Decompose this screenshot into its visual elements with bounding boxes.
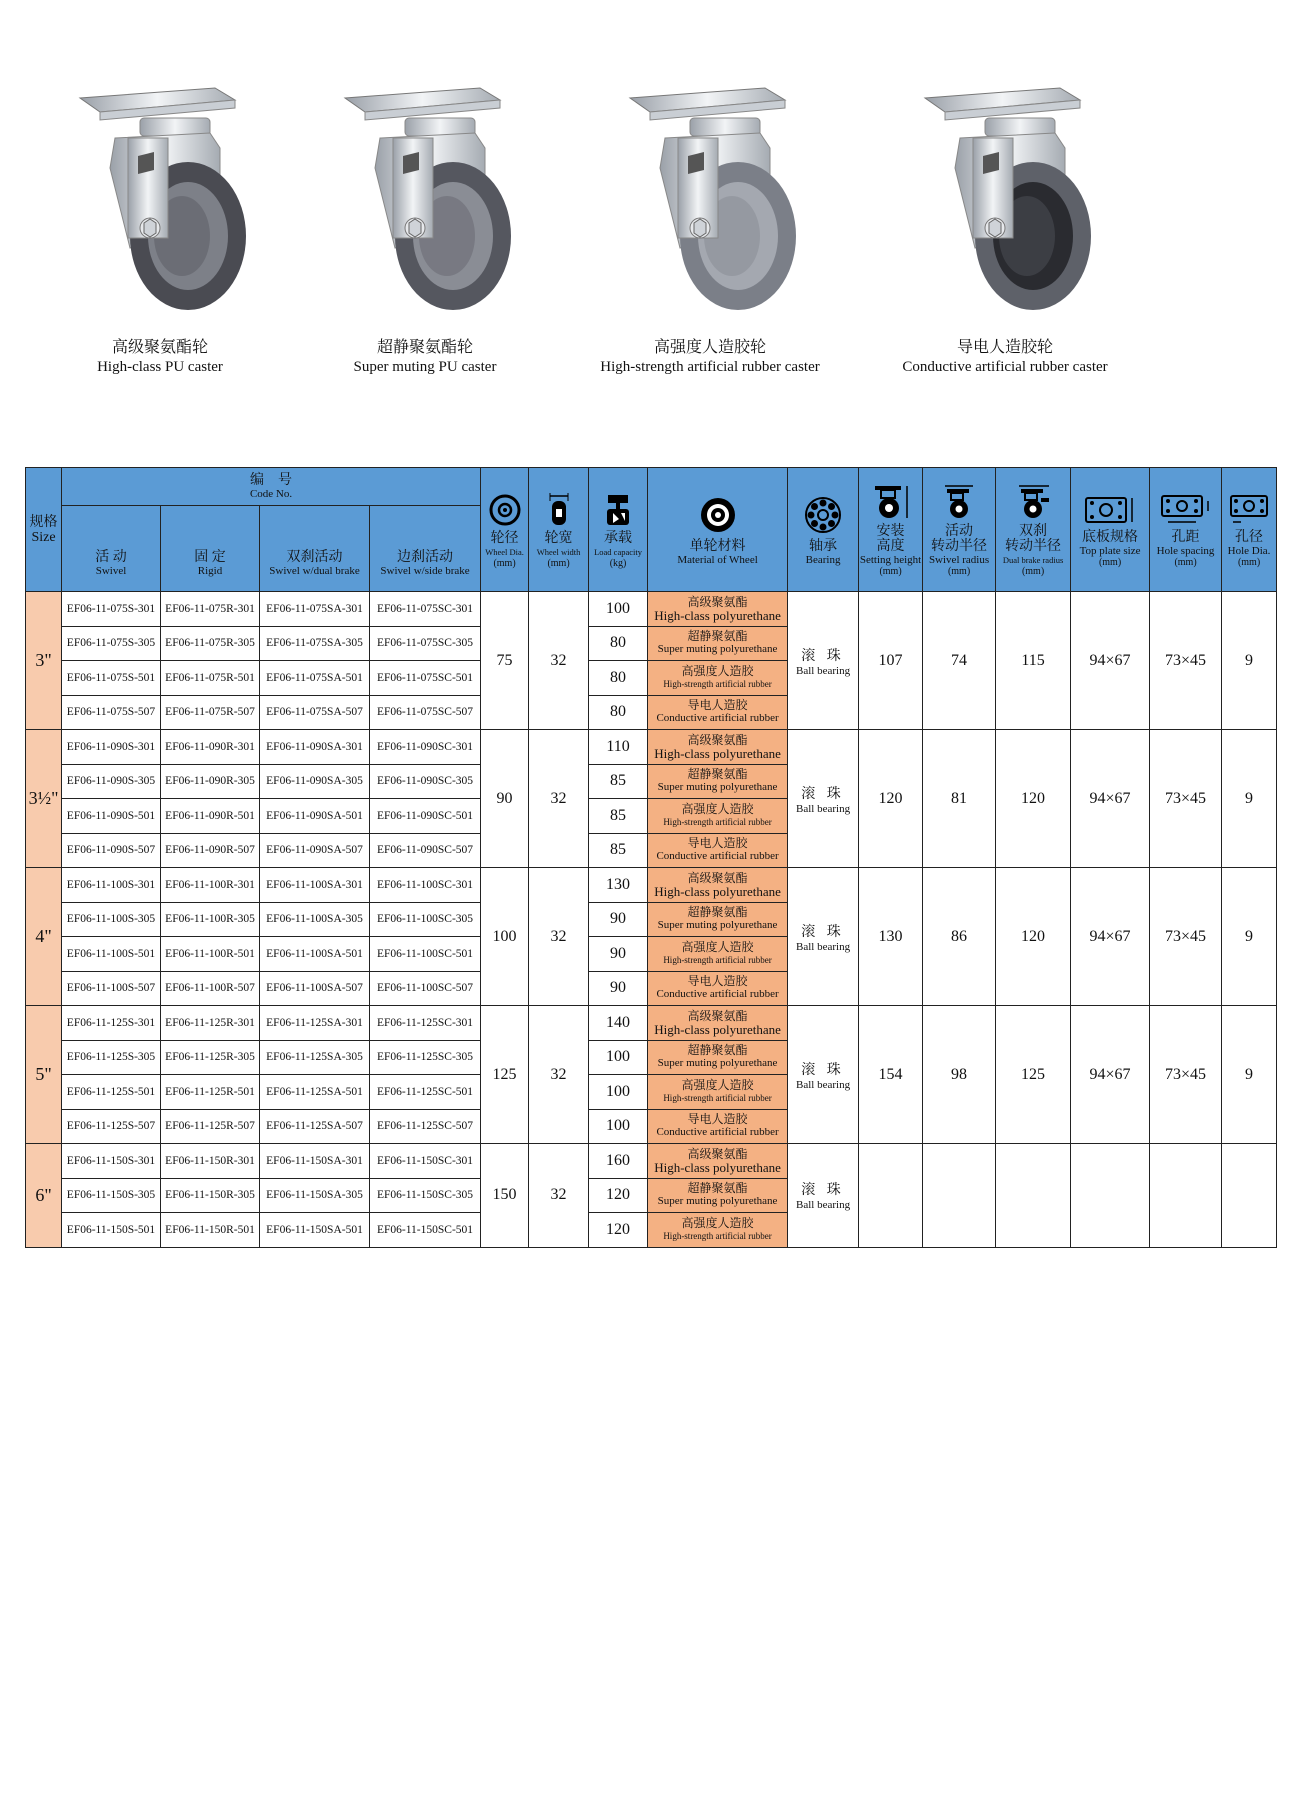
material-cell — [648, 1213, 788, 1248]
hole-spacing-cell: 73×45 — [1150, 592, 1222, 730]
ball-bearing-icon — [803, 495, 843, 535]
code-dual-cell: EF06-11-100SA-301 — [260, 868, 370, 903]
load-cell: 120 — [589, 1178, 648, 1213]
code-dual-cell: EF06-11-125SA-507 — [260, 1109, 370, 1144]
material-en: High-class polyurethane — [654, 1021, 781, 1037]
code-rigid-cell: EF06-11-125R-305 — [161, 1040, 260, 1075]
code-swivel-cell: EF06-11-075S-507 — [62, 695, 161, 730]
material-cell — [648, 799, 788, 834]
material-cn: 高强度人造胶 — [681, 1215, 754, 1230]
material-cn: 超静聚氨酯 — [687, 1043, 748, 1058]
swivel-radius-cell: 86 — [923, 868, 996, 1006]
material-cell — [648, 1144, 788, 1179]
load-header: 承载 Load capacity (kg) — [589, 468, 648, 592]
code-dual-cell: EF06-11-075SA-305 — [260, 626, 370, 661]
wheel-width-cell: 32 — [529, 868, 589, 1006]
bearing-cn: 滚 珠 — [801, 1062, 845, 1078]
hole-spacing-cell: 73×45 — [1150, 730, 1222, 868]
material-cell — [648, 695, 788, 730]
code-dual-cell: EF06-11-090SA-305 — [260, 764, 370, 799]
bearing-cell — [788, 592, 859, 730]
caster-item — [50, 78, 270, 376]
wheel-width-cell: 32 — [529, 592, 589, 730]
code-rigid-cell: EF06-11-100R-305 — [161, 902, 260, 937]
top-plate-cell: 94×67 — [1071, 592, 1150, 730]
hole-dia-cell — [1222, 1144, 1277, 1248]
material-en: High-strength artificial rubber — [663, 1230, 772, 1241]
code-side-cell: EF06-11-075SC-507 — [370, 695, 481, 730]
load-cell: 80 — [589, 695, 648, 730]
size-cell: 3" — [26, 592, 62, 730]
setting-height-cell: 154 — [859, 1006, 923, 1144]
swivel-radius-header: 活动 转动半径 Swivel radius (mm) — [923, 468, 996, 592]
load-capacity-icon — [601, 493, 635, 527]
dual-radius-cell: 125 — [996, 1006, 1071, 1144]
material-en: Super muting polyurethane — [657, 643, 778, 656]
code-side-cell: EF06-11-090SC-501 — [370, 799, 481, 834]
dual-radius-cell: 120 — [996, 868, 1071, 1006]
code-rigid-cell: EF06-11-090R-305 — [161, 764, 260, 799]
load-cell: 90 — [589, 971, 648, 1006]
wheel-dia-header: 轮径 Wheel Dia. (mm) — [481, 468, 529, 592]
code-side-cell: EF06-11-125SC-305 — [370, 1040, 481, 1075]
size-cell: 5" — [26, 1006, 62, 1144]
caster-item — [600, 78, 820, 376]
load-cell: 80 — [589, 661, 648, 696]
hole-spacing-cell — [1150, 1144, 1222, 1248]
material-cell — [648, 937, 788, 972]
code-side-cell: EF06-11-125SC-301 — [370, 1006, 481, 1041]
setting-height-cell — [859, 1144, 923, 1248]
hole-dia-cell: 9 — [1222, 868, 1277, 1006]
load-cell: 100 — [589, 1075, 648, 1110]
code-side-cell: EF06-11-090SC-301 — [370, 730, 481, 765]
load-cell: 85 — [589, 799, 648, 834]
caster-name-cn: 导电人造胶轮 — [956, 339, 1053, 356]
material-cn: 导电人造胶 — [687, 1112, 748, 1127]
wheel-dia-cell: 150 — [481, 1144, 529, 1248]
caster-name-cn: 高强度人造胶轮 — [653, 339, 766, 356]
code-side-cell: EF06-11-100SC-501 — [370, 937, 481, 972]
bearing-en: Ball bearing — [796, 1199, 851, 1212]
dual-brake-radius-icon — [1011, 484, 1055, 520]
material-cn: 超静聚氨酯 — [687, 629, 748, 644]
code-swivel-cell: EF06-11-075S-501 — [62, 661, 161, 696]
material-en: High-strength artificial rubber — [663, 678, 772, 689]
material-cn: 高级聚氨酯 — [687, 732, 748, 747]
swivel-radius-icon — [937, 484, 981, 520]
swivel-radius-cell: 98 — [923, 1006, 996, 1144]
code-dual-cell: EF06-11-090SA-501 — [260, 799, 370, 834]
bearing-cn: 滚 珠 — [801, 924, 845, 940]
code-dual-cell: EF06-11-075SA-507 — [260, 695, 370, 730]
code-dual-cell: EF06-11-150SA-305 — [260, 1178, 370, 1213]
wheel-dia-cell: 90 — [481, 730, 529, 868]
setting-height-cell: 107 — [859, 592, 923, 730]
code-dual-cell: EF06-11-090SA-507 — [260, 833, 370, 868]
material-cn: 高级聚氨酯 — [687, 1008, 748, 1023]
material-cn: 高级聚氨酯 — [687, 870, 748, 885]
code-dual-cell: EF06-11-075SA-501 — [260, 661, 370, 696]
top-plate-cell: 94×67 — [1071, 868, 1150, 1006]
code-swivel-cell: EF06-11-100S-501 — [62, 937, 161, 972]
material-cn: 高强度人造胶 — [681, 939, 754, 954]
top-plate-cell: 94×67 — [1071, 730, 1150, 868]
wheel-width-cell: 32 — [529, 1144, 589, 1248]
code-swivel-cell: EF06-11-150S-301 — [62, 1144, 161, 1179]
code-rigid-cell: EF06-11-075R-501 — [161, 661, 260, 696]
wheel-material-icon — [698, 495, 738, 535]
material-en: Conductive artificial rubber — [656, 712, 779, 725]
swivel-header: 活 动 Swivel — [62, 506, 161, 592]
material-cell — [648, 661, 788, 696]
material-en: High-class polyurethane — [654, 607, 781, 623]
material-en: Conductive artificial rubber — [656, 1126, 779, 1139]
wheel-width-cell: 32 — [529, 730, 589, 868]
material-cn: 高级聚氨酯 — [687, 594, 748, 609]
material-header: 单轮材料 Material of Wheel — [648, 468, 788, 592]
load-cell: 130 — [589, 868, 648, 903]
bearing-cell — [788, 868, 859, 1006]
load-cell: 85 — [589, 833, 648, 868]
load-cell: 90 — [589, 902, 648, 937]
material-cn: 导电人造胶 — [687, 836, 748, 851]
code-swivel-cell: EF06-11-150S-305 — [62, 1178, 161, 1213]
setting-height-icon — [869, 484, 913, 520]
size-cell: 4" — [26, 868, 62, 1006]
code-swivel-cell: EF06-11-125S-301 — [62, 1006, 161, 1041]
code-swivel-cell: EF06-11-100S-301 — [62, 868, 161, 903]
code-rigid-cell: EF06-11-090R-301 — [161, 730, 260, 765]
material-cn: 高级聚氨酯 — [687, 1146, 748, 1161]
table-row — [26, 592, 1277, 627]
dual-radius-cell: 115 — [996, 592, 1071, 730]
code-rigid-cell: EF06-11-150R-301 — [161, 1144, 260, 1179]
load-cell: 140 — [589, 1006, 648, 1041]
wheel-diameter-icon — [488, 493, 522, 527]
code-swivel-cell: EF06-11-090S-507 — [62, 833, 161, 868]
material-cell — [648, 1075, 788, 1110]
load-cell: 100 — [589, 592, 648, 627]
material-en: High-class polyurethane — [654, 883, 781, 899]
code-rigid-cell: EF06-11-075R-305 — [161, 626, 260, 661]
code-side-cell: EF06-11-125SC-507 — [370, 1109, 481, 1144]
swivel-radius-cell — [923, 1144, 996, 1248]
material-en: High-strength artificial rubber — [663, 816, 772, 827]
material-cell — [648, 730, 788, 765]
bearing-cn: 滚 珠 — [801, 1183, 845, 1199]
code-rigid-cell: EF06-11-100R-501 — [161, 937, 260, 972]
material-en: High-class polyurethane — [654, 745, 781, 761]
code-swivel-cell: EF06-11-075S-305 — [62, 626, 161, 661]
material-cn: 导电人造胶 — [687, 974, 748, 989]
caster-name-en: High-class PU caster — [97, 359, 223, 375]
hole-diameter-icon — [1227, 494, 1271, 526]
dual-brake-radius-header: 双刹 转动半径 Dual brake radius (mm) — [996, 468, 1071, 592]
code-dual-cell: EF06-11-100SA-305 — [260, 902, 370, 937]
material-en: High-class polyurethane — [654, 1159, 781, 1175]
bearing-cell — [788, 1144, 859, 1248]
table-row — [26, 730, 1277, 765]
code-dual-cell: EF06-11-125SA-301 — [260, 1006, 370, 1041]
size-cell: 6" — [26, 1144, 62, 1248]
material-en: Super muting polyurethane — [657, 1195, 778, 1208]
spec-table — [25, 467, 1277, 1248]
code-swivel-cell: EF06-11-100S-507 — [62, 971, 161, 1006]
dual-radius-cell — [996, 1144, 1071, 1248]
code-rigid-cell: EF06-11-125R-301 — [161, 1006, 260, 1041]
caster-wheel-image — [335, 78, 515, 320]
material-cell — [648, 1109, 788, 1144]
material-en: Super muting polyurethane — [657, 1057, 778, 1070]
material-cn: 超静聚氨酯 — [687, 1181, 748, 1196]
material-cell — [648, 1040, 788, 1075]
code-swivel-cell: EF06-11-125S-305 — [62, 1040, 161, 1075]
code-swivel-cell: EF06-11-125S-501 — [62, 1075, 161, 1110]
side-brake-header: 边刹活动 Swivel w/side brake — [370, 506, 481, 592]
bearing-en: Ball bearing — [796, 940, 851, 953]
caster-item — [895, 78, 1115, 376]
caster-wheel-image — [620, 78, 800, 320]
code-dual-cell: EF06-11-100SA-507 — [260, 971, 370, 1006]
caster-name-cn: 高级聚氨酯轮 — [111, 339, 208, 356]
material-en: Conductive artificial rubber — [656, 988, 779, 1001]
code-dual-cell: EF06-11-150SA-501 — [260, 1213, 370, 1248]
material-cell — [648, 868, 788, 903]
hole-spacing-icon — [1158, 494, 1214, 526]
wheel-width-icon — [542, 493, 576, 527]
bearing-cn: 滚 珠 — [801, 786, 845, 802]
top-plate-header: 底板规格 Top plate size (mm) — [1071, 468, 1150, 592]
table-row — [26, 1144, 1277, 1179]
code-dual-cell: EF06-11-125SA-305 — [260, 1040, 370, 1075]
material-cell — [648, 1178, 788, 1213]
caster-wheel-image — [915, 78, 1095, 320]
code-rigid-cell: EF06-11-100R-507 — [161, 971, 260, 1006]
load-cell: 80 — [589, 626, 648, 661]
bearing-header: 轴承 Bearing — [788, 468, 859, 592]
hole-spacing-cell: 73×45 — [1150, 1006, 1222, 1144]
material-en: Conductive artificial rubber — [656, 850, 779, 863]
swivel-radius-cell: 74 — [923, 592, 996, 730]
code-side-cell: EF06-11-075SC-501 — [370, 661, 481, 696]
hole-dia-cell: 9 — [1222, 1006, 1277, 1144]
code-side-cell: EF06-11-125SC-501 — [370, 1075, 481, 1110]
code-rigid-cell: EF06-11-125R-507 — [161, 1109, 260, 1144]
caster-name-cn: 超静聚氨酯轮 — [376, 339, 473, 356]
setting-height-cell: 120 — [859, 730, 923, 868]
load-cell: 120 — [589, 1213, 648, 1248]
load-cell: 100 — [589, 1040, 648, 1075]
load-cell: 85 — [589, 764, 648, 799]
hole-dia-cell: 9 — [1222, 592, 1277, 730]
rigid-header: 固 定 Rigid — [161, 506, 260, 592]
table-row — [26, 868, 1277, 903]
bearing-en: Ball bearing — [796, 802, 851, 815]
code-side-cell: EF06-11-100SC-301 — [370, 868, 481, 903]
code-swivel-cell: EF06-11-090S-305 — [62, 764, 161, 799]
material-cn: 超静聚氨酯 — [687, 905, 748, 920]
material-cn: 导电人造胶 — [687, 698, 748, 713]
code-rigid-cell: EF06-11-150R-305 — [161, 1178, 260, 1213]
wheel-width-header: 轮宽 Wheel width (mm) — [529, 468, 589, 592]
material-cell — [648, 902, 788, 937]
material-cn: 超静聚氨酯 — [687, 767, 748, 782]
wheel-dia-cell: 75 — [481, 592, 529, 730]
bearing-cell — [788, 730, 859, 868]
material-cell — [648, 592, 788, 627]
material-cell — [648, 626, 788, 661]
code-rigid-cell: EF06-11-125R-501 — [161, 1075, 260, 1110]
code-side-cell: EF06-11-150SC-301 — [370, 1144, 481, 1179]
material-cn: 高强度人造胶 — [681, 801, 754, 816]
top-plate-icon — [1082, 494, 1138, 526]
load-cell: 110 — [589, 730, 648, 765]
code-side-cell: EF06-11-075SC-305 — [370, 626, 481, 661]
swivel-radius-cell: 81 — [923, 730, 996, 868]
material-en: High-strength artificial rubber — [663, 1092, 772, 1103]
caster-item — [315, 78, 535, 376]
code-side-cell: EF06-11-150SC-305 — [370, 1178, 481, 1213]
bearing-cell — [788, 1006, 859, 1144]
code-swivel-cell: EF06-11-090S-501 — [62, 799, 161, 834]
code-header: 编 号 Code No. — [62, 468, 481, 506]
hole-dia-cell: 9 — [1222, 730, 1277, 868]
hole-spacing-header: 孔距 Hole spacing (mm) — [1150, 468, 1222, 592]
material-cell — [648, 1006, 788, 1041]
code-dual-cell: EF06-11-100SA-501 — [260, 937, 370, 972]
bearing-cn: 滚 珠 — [801, 648, 845, 664]
setting-height-cell: 130 — [859, 868, 923, 1006]
top-plate-cell — [1071, 1144, 1150, 1248]
size-cell: 3½" — [26, 730, 62, 868]
table-row — [26, 1006, 1277, 1041]
code-side-cell: EF06-11-090SC-305 — [370, 764, 481, 799]
dual-radius-cell: 120 — [996, 730, 1071, 868]
material-cell — [648, 833, 788, 868]
code-dual-cell: EF06-11-125SA-501 — [260, 1075, 370, 1110]
caster-name-en: Conductive artificial rubber caster — [902, 359, 1108, 375]
material-cell — [648, 764, 788, 799]
code-side-cell: EF06-11-090SC-507 — [370, 833, 481, 868]
load-cell: 90 — [589, 937, 648, 972]
setting-height-header: 安装 高度 Setting height (mm) — [859, 468, 923, 592]
code-rigid-cell: EF06-11-075R-301 — [161, 592, 260, 627]
caster-name-en: High-strength artificial rubber caster — [600, 359, 820, 375]
code-side-cell: EF06-11-075SC-301 — [370, 592, 481, 627]
code-rigid-cell: EF06-11-090R-501 — [161, 799, 260, 834]
dual-brake-header: 双刹活动 Swivel w/dual brake — [260, 506, 370, 592]
code-swivel-cell: EF06-11-075S-301 — [62, 592, 161, 627]
table-body — [26, 592, 1277, 1248]
code-rigid-cell: EF06-11-100R-301 — [161, 868, 260, 903]
hole-spacing-cell: 73×45 — [1150, 868, 1222, 1006]
wheel-dia-cell: 125 — [481, 1006, 529, 1144]
code-dual-cell: EF06-11-150SA-301 — [260, 1144, 370, 1179]
code-side-cell: EF06-11-150SC-501 — [370, 1213, 481, 1248]
table-header — [26, 468, 1277, 592]
load-cell: 100 — [589, 1109, 648, 1144]
code-rigid-cell: EF06-11-090R-507 — [161, 833, 260, 868]
code-rigid-cell: EF06-11-075R-507 — [161, 695, 260, 730]
material-en: Super muting polyurethane — [657, 781, 778, 794]
code-swivel-cell: EF06-11-125S-507 — [62, 1109, 161, 1144]
bearing-en: Ball bearing — [796, 1078, 851, 1091]
top-plate-cell: 94×67 — [1071, 1006, 1150, 1144]
code-swivel-cell: EF06-11-100S-305 — [62, 902, 161, 937]
bearing-en: Ball bearing — [796, 664, 851, 677]
material-cn: 高强度人造胶 — [681, 1077, 754, 1092]
code-rigid-cell: EF06-11-150R-501 — [161, 1213, 260, 1248]
caster-name-en: Super muting PU caster — [353, 359, 497, 375]
wheel-width-cell: 32 — [529, 1006, 589, 1144]
material-en: High-strength artificial rubber — [663, 954, 772, 965]
code-dual-cell: EF06-11-090SA-301 — [260, 730, 370, 765]
material-cn: 高强度人造胶 — [681, 663, 754, 678]
caster-wheel-image — [70, 78, 250, 320]
wheel-dia-cell: 100 — [481, 868, 529, 1006]
code-dual-cell: EF06-11-075SA-301 — [260, 592, 370, 627]
code-swivel-cell: EF06-11-150S-501 — [62, 1213, 161, 1248]
load-cell: 160 — [589, 1144, 648, 1179]
material-cell — [648, 971, 788, 1006]
hole-dia-header: 孔径 Hole Dia. (mm) — [1222, 468, 1277, 592]
size-header: 规格 Size — [26, 468, 62, 592]
code-side-cell: EF06-11-100SC-305 — [370, 902, 481, 937]
material-en: Super muting polyurethane — [657, 919, 778, 932]
code-swivel-cell: EF06-11-090S-301 — [62, 730, 161, 765]
code-side-cell: EF06-11-100SC-507 — [370, 971, 481, 1006]
